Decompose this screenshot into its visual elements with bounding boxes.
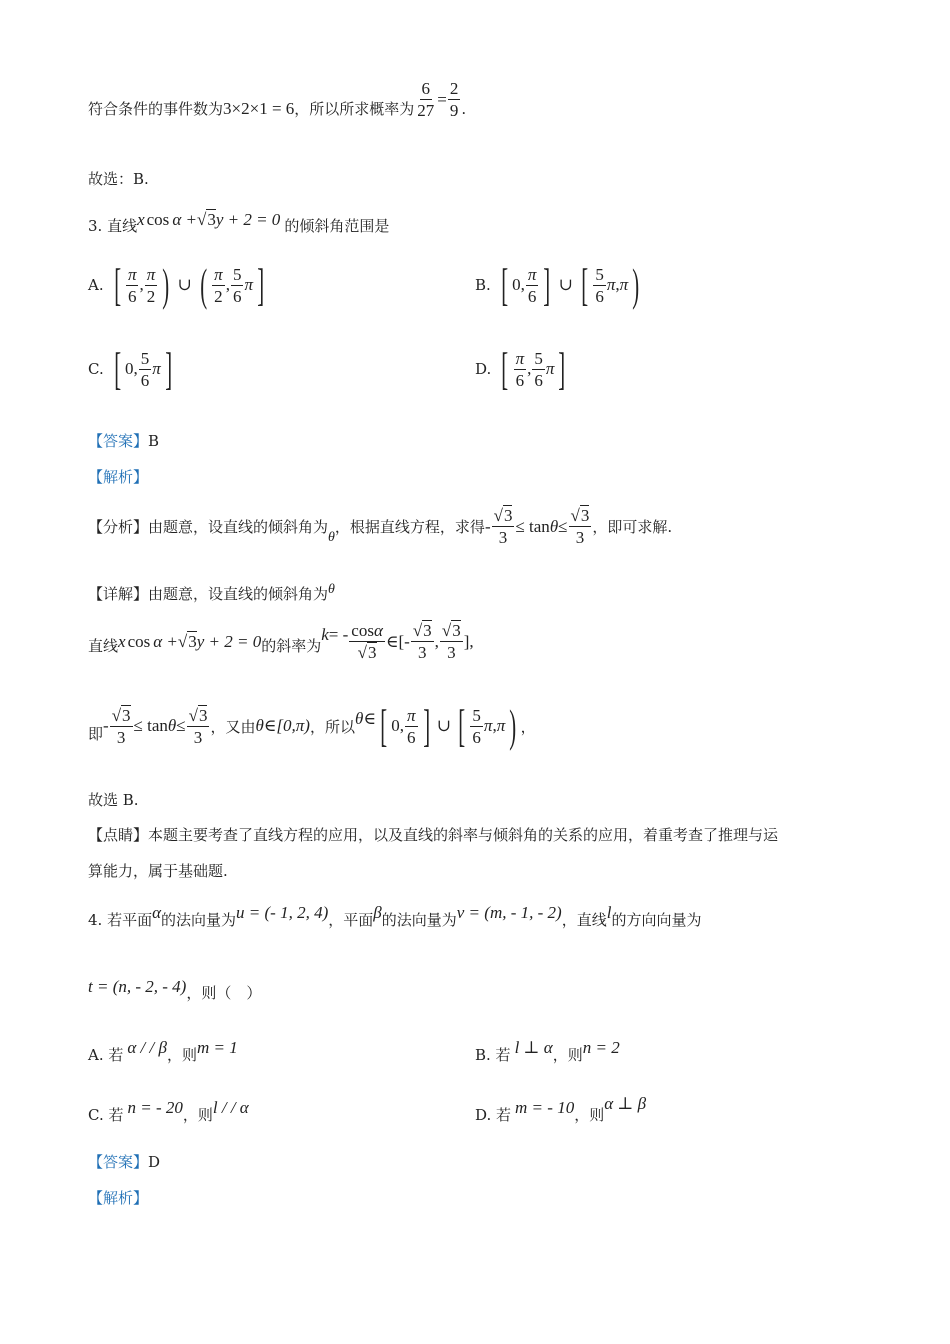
- v-vector: v = (m, - 1, - 2): [456, 902, 562, 922]
- theta: θ: [328, 529, 335, 545]
- q3-stem: [88, 203, 389, 236]
- comma: ，: [520, 717, 536, 736]
- text: ，则: [552, 1046, 583, 1064]
- result: α ⊥ β: [604, 1093, 647, 1113]
- q3-analysis-tag: 【解析】: [88, 468, 149, 486]
- option-label: D. 若: [475, 1106, 512, 1124]
- alpha: α: [152, 902, 162, 922]
- bracket: ]: [543, 259, 551, 310]
- text: ，则: [166, 1046, 197, 1064]
- q3-number: 3. 直线: [88, 217, 138, 235]
- text: ，直线: [561, 911, 607, 929]
- text: ，则: [182, 1106, 213, 1124]
- option-label: C. 若: [88, 1106, 124, 1124]
- sol2-choice: 故选：B.: [88, 170, 149, 188]
- q4-option-a[interactable]: [88, 1030, 238, 1065]
- text: ，所以所求概率为: [294, 100, 415, 118]
- text: ，则: [574, 1106, 605, 1124]
- equals: =: [437, 89, 447, 109]
- math: 3×2×1 = 6: [223, 98, 295, 118]
- result: n = 2: [582, 1037, 620, 1057]
- text: ，根据直线方程，求得: [334, 518, 485, 536]
- detail-tag: 【详解】: [88, 585, 149, 603]
- period: .: [461, 99, 467, 118]
- condition: l ⊥ α: [514, 1037, 553, 1057]
- q4-option-c[interactable]: [88, 1090, 249, 1125]
- line-l: l: [606, 902, 612, 922]
- q4-number: 4. 若平面: [88, 911, 153, 929]
- theta-range: θ∈[0,π): [255, 716, 310, 735]
- text: ，即可求解.: [592, 518, 673, 536]
- q3-detail-intro: [88, 583, 335, 604]
- q4-option-d[interactable]: [475, 1090, 646, 1125]
- text: ，平面: [328, 911, 374, 929]
- cos: cos: [146, 209, 170, 229]
- bracket: [: [113, 259, 121, 310]
- text: ，又由: [210, 717, 256, 736]
- q4-answer: [88, 1151, 160, 1172]
- sqrt-symbol: √: [196, 209, 207, 229]
- fenxi-tag: 【分析】: [88, 518, 149, 536]
- result: m = 1: [196, 1037, 238, 1057]
- q3-fenxi: 【分析】 由题意，设直线的倾斜角为 θ ，根据直线方程，求得 - $\frac{√3}{3}$ ≤ tan θ ≤ $\frac{√3}{3}$ ，即可求解.: [88, 506, 673, 547]
- result: l / / α: [212, 1097, 249, 1117]
- option-label: C.: [88, 360, 104, 378]
- bracket: [: [501, 343, 509, 394]
- q3-choice: 故选 B.: [88, 791, 139, 809]
- text: 直线: [88, 637, 119, 655]
- bracket: ]: [558, 343, 566, 394]
- option-label: B. 若: [475, 1046, 511, 1064]
- theta: θ: [328, 581, 335, 597]
- answer-value: B: [148, 432, 160, 450]
- q4-stem-2: [88, 970, 261, 1003]
- probability-line: [88, 80, 466, 119]
- q3-option-d[interactable]: D. [ $\frac{\pi}{6}$ , $\frac{5}{6}$ π ]: [475, 343, 566, 394]
- option-label: A.: [88, 276, 104, 294]
- q4-option-b[interactable]: [475, 1030, 620, 1065]
- t-vector: t = (n, - 2, - 4): [88, 976, 187, 996]
- q3-option-a[interactable]: A. [ $\frac{\pi}{6}$ , $\frac{\pi}{2}$ ) ∪ ( $\frac{\pi}{2}$ , $\frac{5}{6}$ π ]: [88, 259, 265, 310]
- text: ，则（ ）: [186, 984, 262, 1002]
- text: 本题主要考查了直线方程的应用，以及直线的斜率与倾斜角的关系的应用，着重考查了推理与运: [148, 826, 779, 844]
- q3-answer: [88, 430, 159, 451]
- fraction-6-27: $\frac{6}{27}$: [417, 79, 435, 120]
- answer-value: D: [148, 1153, 161, 1171]
- fraction-2-9: $\frac{2}{9}$: [449, 79, 459, 120]
- u-vector: u = (- 1, 2, 4): [236, 902, 329, 922]
- text: 的方向向量为: [611, 911, 702, 929]
- text: 即: [88, 724, 104, 743]
- text: 由题意，设直线的倾斜角为: [148, 585, 329, 603]
- bracket: (: [200, 259, 207, 310]
- condition: m = - 10: [515, 1097, 575, 1117]
- q4-analysis-tag: 【解析】: [88, 1189, 149, 1207]
- option-label: B.: [475, 276, 491, 294]
- condition: α / / β: [127, 1037, 167, 1057]
- condition: n = - 20: [127, 1097, 183, 1117]
- beta: β: [373, 902, 382, 922]
- bracket: ]: [257, 259, 265, 310]
- text: 符合条件的事件数为: [88, 100, 224, 118]
- text: 的斜率为: [261, 637, 322, 655]
- dianjing-tag: 【点睛】: [88, 826, 149, 844]
- option-label: D.: [475, 360, 492, 378]
- q3-option-b[interactable]: B. [ 0, $\frac{\pi}{6}$ ] ∪ [ $\frac{5}{6}$ π , π ): [475, 259, 640, 310]
- sqrt-arg: 3: [207, 210, 216, 229]
- equation-rest: y + 2 = 0: [215, 209, 281, 229]
- bracket: ): [632, 259, 640, 310]
- answer-tag: 【答案】: [88, 1153, 149, 1171]
- text: 由题意，设直线的倾斜角为: [148, 518, 329, 536]
- q3-suffix: 的倾斜角范围是: [284, 217, 390, 235]
- alpha-plus: α +: [172, 209, 197, 229]
- text: 的法向量为: [161, 911, 237, 929]
- bracket: [: [501, 259, 508, 310]
- q4-stem-1: [88, 895, 701, 930]
- q3-option-c[interactable]: C. [ 0, $\frac{5}{6}$ π ]: [88, 343, 172, 394]
- var-x: x: [137, 209, 145, 229]
- bracket: ]: [165, 343, 172, 394]
- q3-slope-line: 直线 x cos α + √ 3 y + 2 = 0 的斜率为 k = - $\frac{\cos\alpha}{√3}$ ∈[- $\frac{√3}{3}$ , $\frac{√3}{3}$ ],: [88, 621, 474, 662]
- option-label: A. 若: [88, 1046, 124, 1064]
- q3-dianjing-1: [88, 824, 778, 845]
- bracket: [: [113, 343, 121, 394]
- q3-range-line: 即 - $\frac{√3}{3}$ ≤ tan θ ≤ $\frac{√3}{3}$ ，又由 θ∈[0,π) ，所以 θ ∈ [ 0, $\frac{\pi}{6}$ ] ∪ [ $\frac{5}{6}$ π , π ) ，: [88, 700, 536, 751]
- answer-tag: 【答案】: [88, 432, 149, 450]
- bracket: ): [162, 259, 170, 310]
- text: 的法向量为: [381, 911, 457, 929]
- text: ，所以: [309, 717, 355, 736]
- bracket: [: [581, 259, 589, 310]
- q3-dianjing-2: 算能力，属于基础题.: [88, 862, 228, 880]
